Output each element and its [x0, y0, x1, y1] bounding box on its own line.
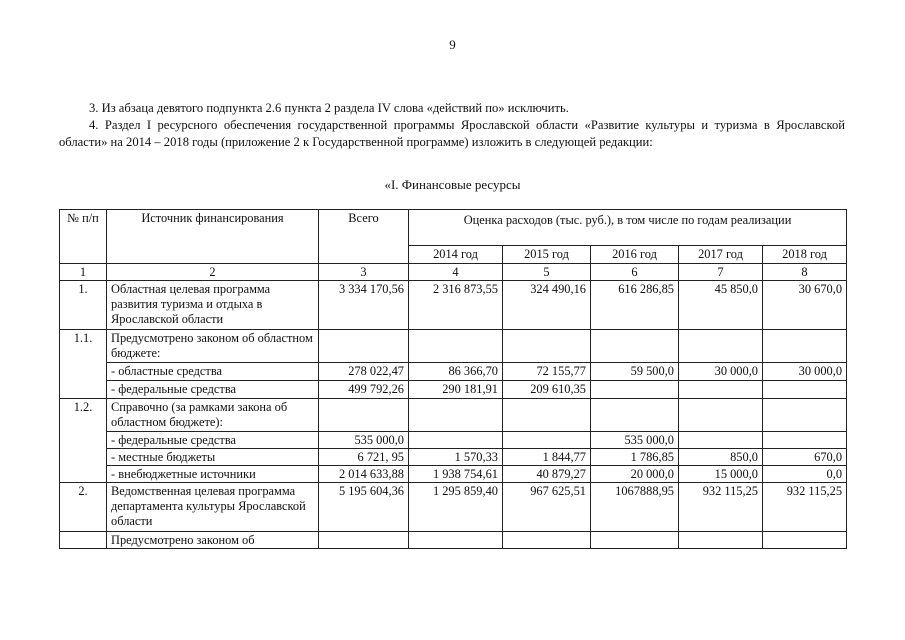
finance-table — [59, 209, 847, 549]
header-year-2016: 2016 год — [591, 246, 679, 264]
column-number: 6 — [591, 264, 679, 281]
row-value-y2018 — [763, 432, 847, 449]
row-value-y2017: 45 850,0 — [679, 281, 763, 330]
row-source: - федеральные средства — [107, 432, 319, 449]
row-value-y2017 — [679, 330, 763, 363]
row-source: Предусмотрено законом об — [107, 532, 319, 549]
row-value-y2014: 1 570,33 — [409, 449, 503, 466]
column-number: 8 — [763, 264, 847, 281]
row-value-y2015: 324 490,16 — [503, 281, 591, 330]
column-number: 1 — [60, 264, 107, 281]
column-number: 2 — [107, 264, 319, 281]
row-value-y2017: 30 000,0 — [679, 363, 763, 381]
header-total: Всего — [319, 210, 409, 264]
row-source: - областные средства — [107, 363, 319, 381]
row-value-y2015 — [503, 330, 591, 363]
table-row — [60, 381, 847, 399]
row-value-y2018: 0,0 — [763, 466, 847, 483]
row-value-y2016: 1067888,95 — [591, 483, 679, 532]
row-value-total: 3 334 170,56 — [319, 281, 409, 330]
table-row — [60, 449, 847, 466]
row-value-y2016 — [591, 399, 679, 432]
row-value-total: 278 022,47 — [319, 363, 409, 381]
page-number: 9 — [449, 37, 456, 52]
row-source: Предусмотрено законом об областном бюджете: — [107, 330, 319, 363]
row-value-y2017: 15 000,0 — [679, 466, 763, 483]
table-row — [60, 432, 847, 449]
column-number: 4 — [409, 264, 503, 281]
row-source: Областная целевая программа развития туризма и отдыха в Ярославской области — [107, 281, 319, 330]
row-value-total — [319, 330, 409, 363]
row-value-y2014: 1 295 859,40 — [409, 483, 503, 532]
header-estimate: Оценка расходов (тыс. руб.), в том числе по годам реализации — [409, 210, 847, 246]
row-value-y2016 — [591, 381, 679, 399]
row-value-total — [319, 532, 409, 549]
row-value-y2015 — [503, 399, 591, 432]
row-value-y2016: 535 000,0 — [591, 432, 679, 449]
row-value-y2018 — [763, 399, 847, 432]
row-value-y2017 — [679, 532, 763, 549]
row-number: 1.2. — [60, 399, 107, 483]
row-value-total: 6 721, 95 — [319, 449, 409, 466]
row-value-y2014: 1 938 754,61 — [409, 466, 503, 483]
header-year-2018: 2018 год — [763, 246, 847, 264]
row-value-y2017 — [679, 381, 763, 399]
row-value-y2015: 209 610,35 — [503, 381, 591, 399]
row-value-y2016 — [591, 532, 679, 549]
row-source: Справочно (за рамками закона об областном бюджете): — [107, 399, 319, 432]
body-text — [59, 100, 845, 151]
row-value-y2018: 30 000,0 — [763, 363, 847, 381]
row-number — [60, 532, 107, 549]
table-row — [60, 532, 847, 549]
row-value-y2018: 932 115,25 — [763, 483, 847, 532]
row-value-y2015: 1 844,77 — [503, 449, 591, 466]
row-value-y2014 — [409, 432, 503, 449]
row-value-total — [319, 399, 409, 432]
header-source: Источник финансирования — [107, 210, 319, 264]
header-row — [60, 210, 847, 246]
header-year-2017: 2017 год — [679, 246, 763, 264]
header-year-2014: 2014 год — [409, 246, 503, 264]
table-row — [60, 363, 847, 381]
column-number: 5 — [503, 264, 591, 281]
row-value-y2018 — [763, 330, 847, 363]
table-row — [60, 399, 847, 432]
row-value-y2014 — [409, 330, 503, 363]
row-value-y2017 — [679, 399, 763, 432]
row-value-y2018: 30 670,0 — [763, 281, 847, 330]
header-year-2015: 2015 год — [503, 246, 591, 264]
row-value-y2016: 59 500,0 — [591, 363, 679, 381]
row-value-y2016: 616 286,85 — [591, 281, 679, 330]
row-value-y2014 — [409, 532, 503, 549]
paragraph-4: 4. Раздел I ресурсного обеспечения государственной программы Ярославской области «Развитие культуры и туризма в Ярославской области» на 2014 – 2018 годы (приложение 2 к Государственной программе) изложить в следующей редакции: — [59, 118, 845, 149]
row-source: Ведомственная целевая программа департамента культуры Ярославской области — [107, 483, 319, 532]
row-value-y2017: 850,0 — [679, 449, 763, 466]
row-value-y2014: 2 316 873,55 — [409, 281, 503, 330]
row-value-y2016: 20 000,0 — [591, 466, 679, 483]
row-value-y2018: 670,0 — [763, 449, 847, 466]
row-value-y2018 — [763, 532, 847, 549]
header-num: № п/п — [60, 210, 107, 264]
section-title: «I. Финансовые ресурсы — [384, 177, 521, 192]
row-value-total: 5 195 604,36 — [319, 483, 409, 532]
row-number: 1. — [60, 281, 107, 330]
column-numbers-row — [60, 264, 847, 281]
row-value-y2016: 1 786,85 — [591, 449, 679, 466]
row-value-total: 2 014 633,88 — [319, 466, 409, 483]
row-value-y2015: 72 155,77 — [503, 363, 591, 381]
row-value-y2014 — [409, 399, 503, 432]
row-value-y2014: 86 366,70 — [409, 363, 503, 381]
row-value-y2017: 932 115,25 — [679, 483, 763, 532]
row-source: - внебюджетные источники — [107, 466, 319, 483]
column-number: 3 — [319, 264, 409, 281]
row-source: - местные бюджеты — [107, 449, 319, 466]
table-row — [60, 330, 847, 363]
row-value-y2016 — [591, 330, 679, 363]
row-source: - федеральные средства — [107, 381, 319, 399]
row-value-y2015: 967 625,51 — [503, 483, 591, 532]
paragraph-3: 3. Из абзаца девятого подпункта 2.6 пункта 2 раздела IV слова «действий по» исключить. — [89, 101, 569, 115]
row-value-y2015: 40 879,27 — [503, 466, 591, 483]
table-row — [60, 281, 847, 330]
column-number: 7 — [679, 264, 763, 281]
row-value-total: 499 792,26 — [319, 381, 409, 399]
row-value-total: 535 000,0 — [319, 432, 409, 449]
row-value-y2015 — [503, 432, 591, 449]
table-row — [60, 483, 847, 532]
row-value-y2018 — [763, 381, 847, 399]
row-value-y2017 — [679, 432, 763, 449]
row-number: 1.1. — [60, 330, 107, 399]
row-number: 2. — [60, 483, 107, 532]
table-row — [60, 466, 847, 483]
row-value-y2014: 290 181,91 — [409, 381, 503, 399]
row-value-y2015 — [503, 532, 591, 549]
